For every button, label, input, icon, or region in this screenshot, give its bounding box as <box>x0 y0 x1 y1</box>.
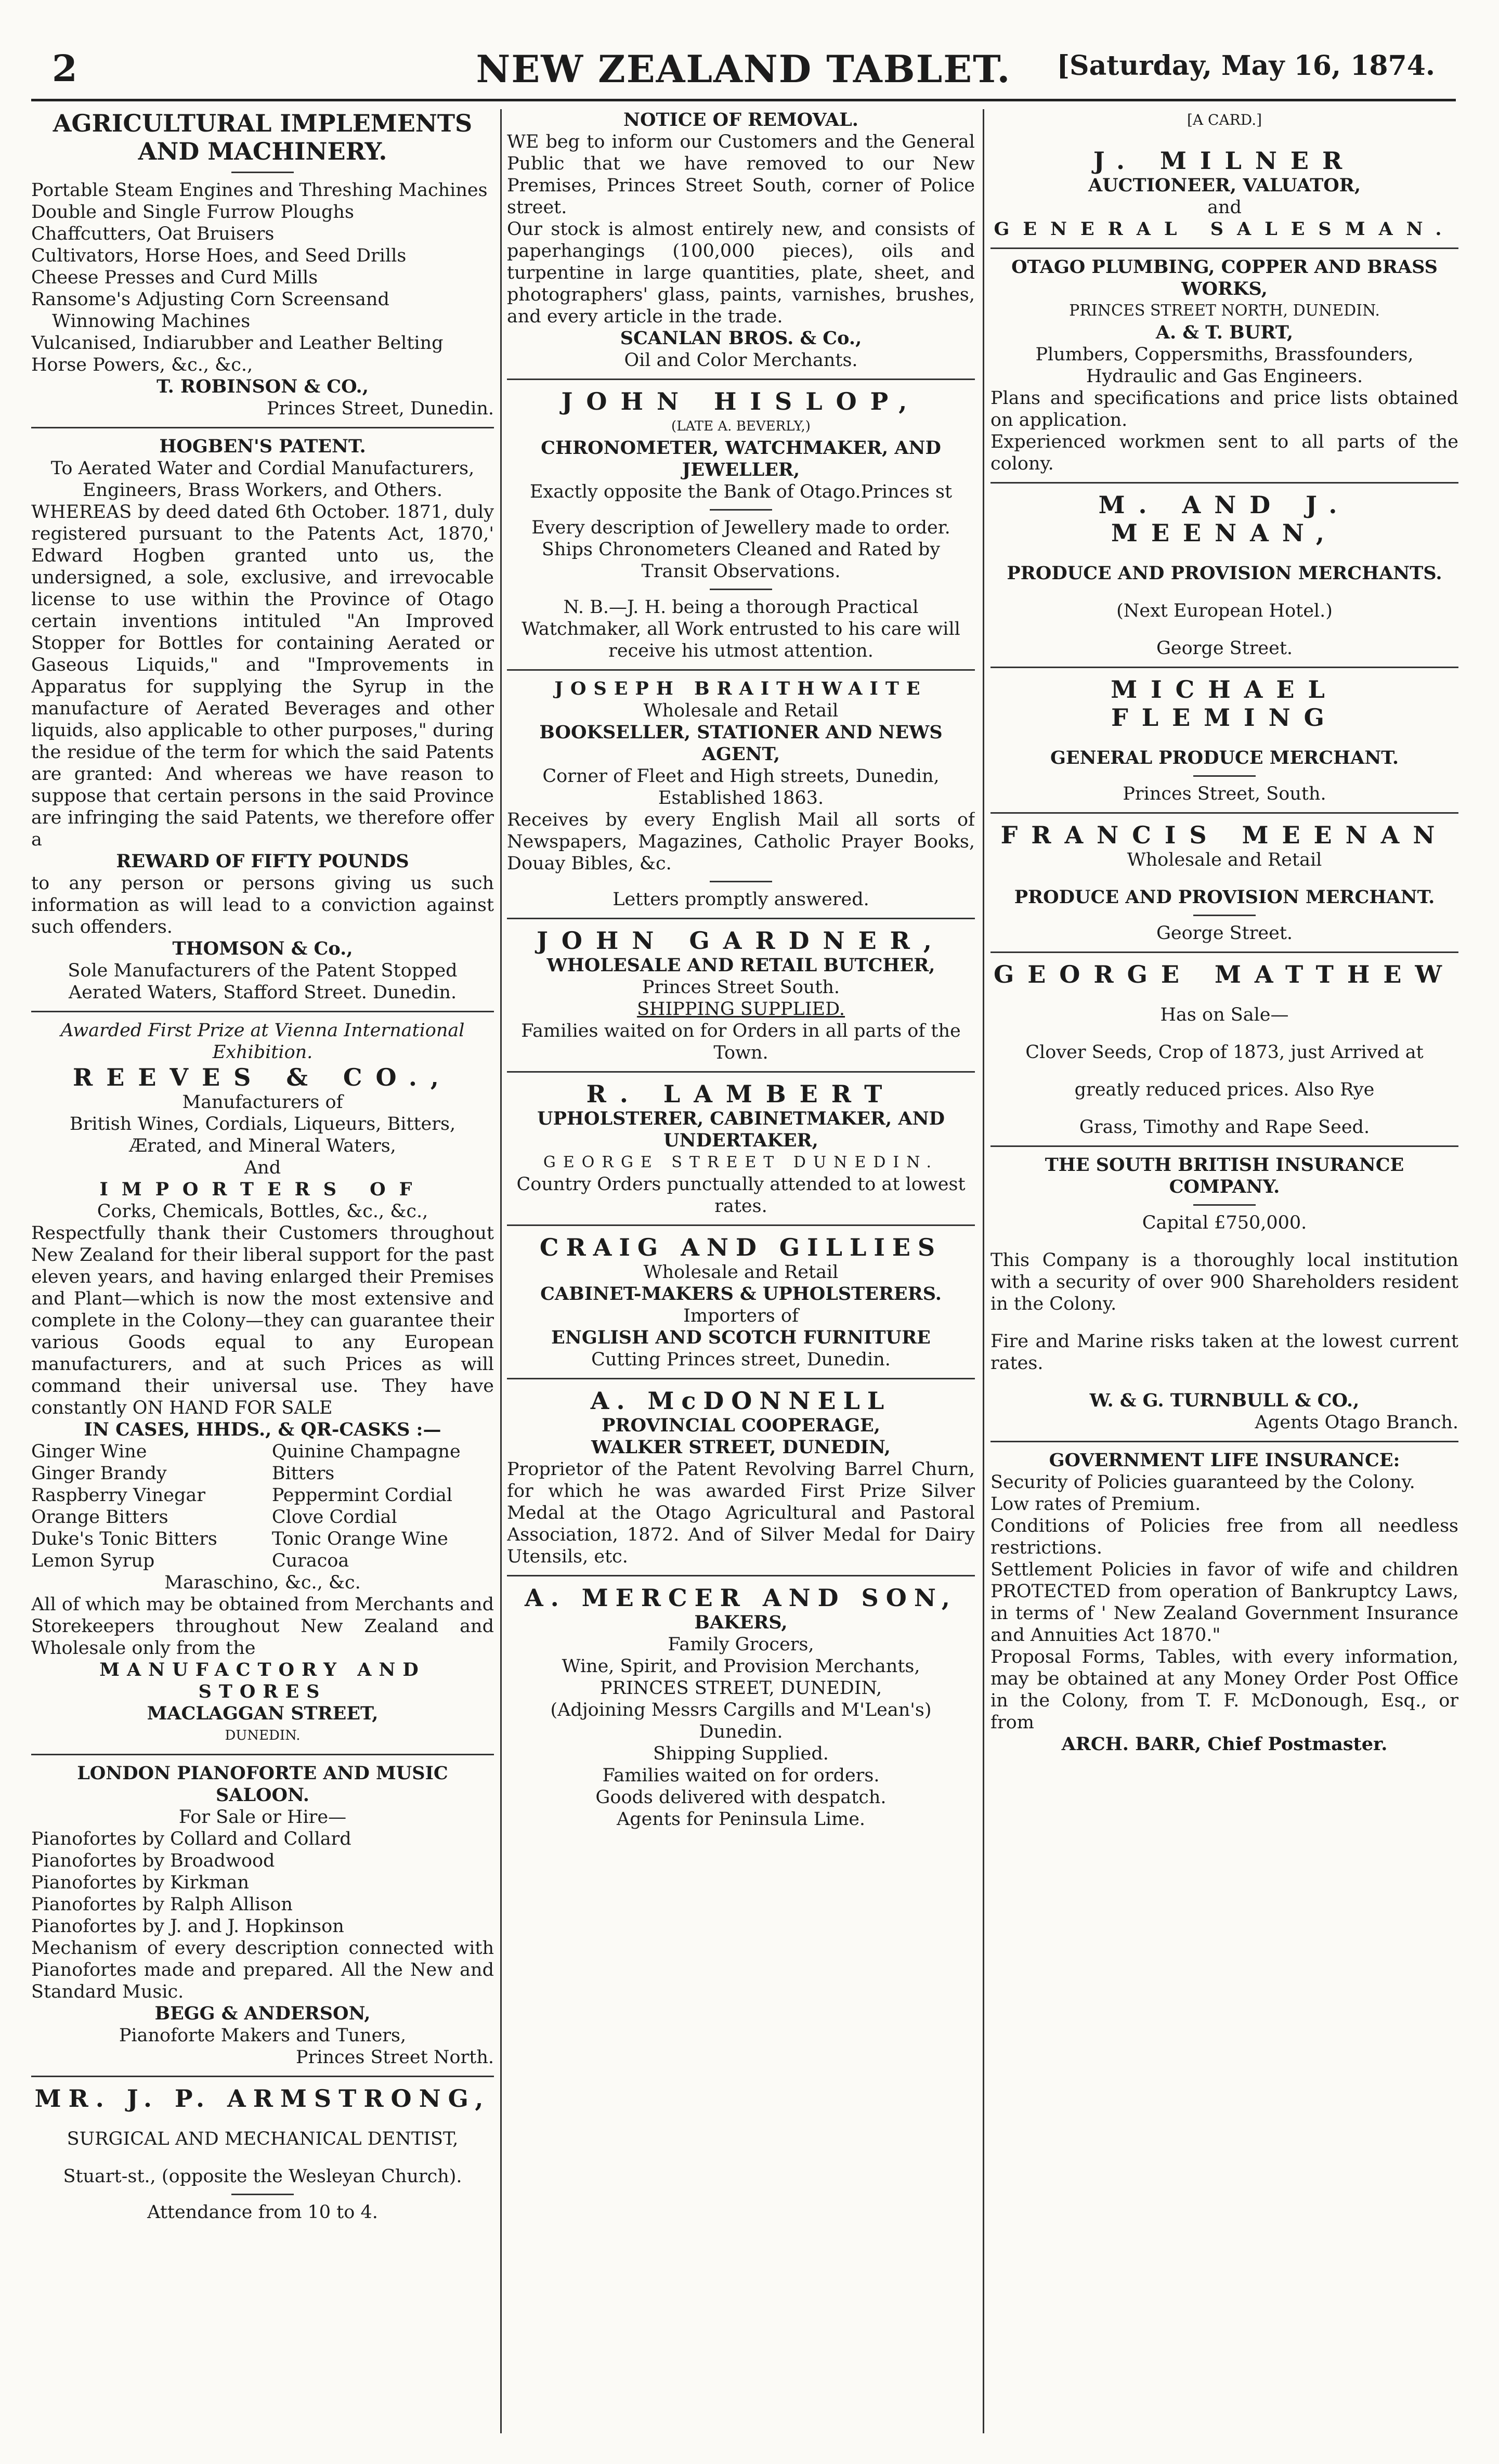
ad-body: Mechanism of every description connected with Pianofortes made and prepared. All the New and Standard Music. <box>31 1938 494 2002</box>
ad-line: Families waited on for orders. <box>602 1765 880 1786</box>
firm-name: T. ROBINSON & CO., <box>157 376 369 397</box>
ad-body: WHEREAS by deed dated 6th October. 1871, duly registered pursuant to the Patents Act, 1870,' Edward Hogben granted unto us, the undersigned, a sole, exclusive, and irrevocable license to use within the Province of Otago certain inventions intituled "An Improved Stopper for Bottles for containing Aerated or Gaseous Liquids," and "Improvements in Apparatus for supplying the Syrup in the manufacture of Aerated Beverages and other liquids, also applicable to other purposes," during the residue of the term for which the said Patents are granted: And whereas we have reason to suppose that certain persons in the said Province are infringing the said Patents, we therefore offer a <box>31 502 494 850</box>
separator <box>507 1071 975 1073</box>
firm-name: JOHN HISLOP, <box>561 387 921 415</box>
ad-mcdonnell <box>507 1387 975 1568</box>
list-item: Portable Steam Engines and Threshing Machines <box>31 180 488 201</box>
ad-body: Proprietor of the Patent Revolving Barrel Churn, for which he was awarded First Prize Silver Medal at the Otago Agricultural and Pastoral Association, 1872. And of Silver Medal for Dairy Utensils, etc. <box>507 1459 975 1567</box>
ad-line: Dunedin. <box>699 1722 783 1742</box>
column-rule-2 <box>983 109 984 2433</box>
list-item: Cheese Presses and Curd Mills <box>31 267 318 288</box>
stock-row <box>31 1528 494 1550</box>
divider <box>710 881 772 882</box>
firm-note: (LATE A. BEVERLY,) <box>671 419 811 434</box>
firm-name: A. MERCER AND SON, <box>525 1584 957 1612</box>
street: MACLAGGAN STREET, <box>147 1703 379 1724</box>
firm-trade: CHRONOMETER, WATCHMAKER, AND JEWELLER, <box>541 437 941 480</box>
list-item: Double and Single Furrow Ploughs <box>31 202 354 223</box>
firm-trade: GENERAL PRODUCE MERCHANT. <box>1050 747 1399 768</box>
issue-date: [Saturday, May 16, 1874. <box>1057 50 1435 82</box>
ad-line: Clover Seeds, Crop of 1873, just Arrived at <box>1025 1042 1424 1063</box>
ad-body: Plans and specifications and price lists obtained on application. <box>990 388 1458 431</box>
firm-trade: BOOKSELLER, STATIONER AND NEWS AGENT, <box>539 722 943 765</box>
firm-trade: WHOLESALE AND RETAIL BUTCHER, <box>546 955 935 976</box>
firm-name: BEGG & ANDERSON, <box>154 2003 371 2024</box>
firm-name: THOMSON & Co., <box>172 938 353 959</box>
ad-line: Goods delivered with despatch. <box>595 1787 887 1808</box>
ad-title: AGRICULTURAL IMPLEMENTS AND MACHINERY. <box>53 109 473 165</box>
ad-craig-and-gillies <box>507 1233 975 1371</box>
ad-subtitle: For Sale or Hire— <box>178 1807 347 1828</box>
ad-michael-fleming <box>990 675 1458 805</box>
divider <box>1193 1204 1256 1206</box>
ad-heading: ENGLISH AND SCOTCH FURNITURE <box>551 1327 931 1348</box>
divider <box>231 172 294 173</box>
ad-body: Letters promptly answered. <box>612 889 869 910</box>
ad-footer: Sole Manufacturers of the Patent Stopped Aerated Waters, Stafford Street. Dunedin. <box>68 960 458 1003</box>
firm-trade: CABINET-MAKERS & UPHOLSTERERS. <box>540 1283 942 1305</box>
separator <box>990 812 1458 814</box>
firm-name: J. MILNER <box>1093 147 1356 175</box>
stock-item: Raspberry Vinegar <box>31 1485 205 1506</box>
ad-body: Our stock is almost entirely new, and consists of paperhangings (100,000 pieces), oils and turpentine in large quantities, plate, sheet, and photographers' glass, paints, varnishes, brushes, and every article in the trade. <box>507 219 975 327</box>
ad-line: Grass, Timothy and Rape Seed. <box>1079 1117 1370 1138</box>
stock-item: Curacoa <box>271 1550 349 1571</box>
ad-line: PRINCES STREET, DUNEDIN, <box>599 1678 882 1699</box>
firm-trade: SURGICAL AND MECHANICAL DENTIST, <box>67 2129 459 2149</box>
firm-name: MICHAEL FLEMING <box>1111 675 1338 732</box>
separator <box>507 379 975 380</box>
separator <box>990 482 1458 484</box>
ad-line: (Adjoining Messrs Cargills and M'Lean's) <box>550 1700 932 1720</box>
divider <box>1193 775 1256 777</box>
list-item: Cultivators, Horse Hoes, and Seed Drills <box>31 245 407 266</box>
firm-name: CRAIG AND GILLIES <box>539 1233 943 1261</box>
ad-south-british-insurance <box>990 1154 1458 1433</box>
stock-item: Bitters <box>271 1463 335 1484</box>
firm-trade: BAKERS, <box>694 1612 788 1633</box>
list-item: Pianofortes by Broadwood <box>31 1850 275 1871</box>
ad-r-lambert <box>507 1080 975 1217</box>
stock-item: Duke's Tonic Bitters <box>31 1529 217 1549</box>
ad-mercer-and-son <box>507 1584 975 1830</box>
ad-body: Experienced workmen sent to all parts of the colony. <box>990 432 1458 474</box>
firm-trade: Oil and Color Merchants. <box>624 350 858 371</box>
ad-line: and <box>1207 197 1242 218</box>
ad-agricultural-implements <box>31 109 494 420</box>
firm-name: JOSEPH BRAITHWAITE <box>554 678 928 699</box>
ad-george-matthew <box>990 960 1458 1138</box>
ad-body: Fire and Marine risks taken at the lowest current rates. <box>990 1331 1458 1374</box>
firm-name: MR. J. P. ARMSTRONG, <box>34 2084 491 2113</box>
firm-trade: PRODUCE AND PROVISION MERCHANTS. <box>1007 563 1442 584</box>
ad-body: N. B.—J. H. being a thorough Practical Watchmaker, all Work entrusted to his care will receive his utmost attention. <box>522 597 960 661</box>
masthead-rule <box>31 99 1456 101</box>
column-2 <box>507 109 975 2433</box>
ad-title: HOGBEN'S PATENT. <box>159 436 366 457</box>
firm-name: SCANLAN BROS. & Co., <box>620 328 862 349</box>
separator <box>31 427 494 428</box>
separator <box>31 1754 494 1755</box>
firm-name: W. & G. TURNBULL & CO., <box>1089 1390 1360 1411</box>
established: Established 1863. <box>658 788 824 809</box>
list-item: Vulcanised, Indiarubber and Leather Belting <box>31 333 444 354</box>
firm-name: JOHN GARDNER, <box>537 927 945 955</box>
list-item: Pianofortes by Ralph Allison <box>31 1894 293 1915</box>
ad-otago-plumbing <box>990 256 1458 475</box>
ad-john-hislop <box>507 387 975 662</box>
stock-item: Peppermint Cordial <box>271 1485 453 1506</box>
separator <box>31 2076 494 2077</box>
town: DUNEDIN. <box>225 1728 301 1743</box>
ad-title: NOTICE OF REMOVAL. <box>623 109 858 131</box>
ad-body: Security of Policies guaranteed by the Colony. <box>990 1472 1415 1493</box>
separator <box>31 1011 494 1012</box>
list-item: Chaffcutters, Oat Bruisers <box>31 224 275 244</box>
ad-line: Wine, Spirit, and Provision Merchants, <box>562 1656 920 1677</box>
ad-francis-meenan <box>990 821 1458 944</box>
separator <box>507 1575 975 1576</box>
ad-body: Low rates of Premium. <box>990 1494 1201 1515</box>
separator <box>507 669 975 671</box>
address: WALKER STREET, DUNEDIN, <box>591 1437 891 1458</box>
ad-heading: IMPORTERS OF <box>99 1179 426 1200</box>
ad-body: This Company is a thoroughly local institution with a security of over 900 Shareholders resident in the Colony. <box>990 1250 1458 1314</box>
firm-name: GEORGE MATTHEW <box>993 960 1456 988</box>
stock-item: Lemon Syrup <box>31 1550 155 1571</box>
stock-item: Orange Bitters <box>31 1507 168 1528</box>
address: GEORGE STREET DUNEDIN. <box>543 1153 939 1171</box>
address: PRINCES STREET NORTH, DUNEDIN. <box>1069 302 1380 320</box>
firm-name: M. AND J. MEENAN, <box>1098 491 1351 547</box>
ad-subtitle: Importers of <box>683 1306 799 1326</box>
list-item: Pianofortes by Collard and Collard <box>31 1829 351 1849</box>
ad-body: WE beg to inform our Customers and the General Public that we have removed to our New Premises, Princes Street South, corner of Police street. <box>507 132 975 218</box>
list-item: Pianofortes by J. and J. Hopkinson <box>31 1916 344 1937</box>
separator <box>990 1145 1458 1147</box>
ad-body: Settlement Policies in favor of wife and children PROTECTED from operation of Bankruptcy Laws, in terms of ' New Zealand Government Insurance and Annuities Act 1870." <box>990 1559 1458 1646</box>
firm-trade: GENERAL SALESMAN. <box>994 218 1455 240</box>
ad-heading: MANUFACTORY AND STORES <box>99 1659 426 1702</box>
ad-body: to any person or persons giving us such information as will lead to a conviction against such offenders. <box>31 873 494 937</box>
ad-title: THE SOUTH BRITISH INSURANCE COMPANY. <box>1045 1154 1404 1197</box>
firm-name: FRANCIS MEENAN <box>1000 821 1449 849</box>
location: (Next European Hotel.) <box>1116 601 1333 621</box>
card-tag: [A CARD.] <box>1187 111 1262 128</box>
ad-subtitle: Wholesale and Retail <box>1127 850 1322 870</box>
firm-trade: PROVINCIAL COOPERAGE, <box>602 1415 880 1436</box>
firm-name: A. & T. BURT, <box>1155 322 1294 343</box>
stock-item: Ginger Brandy <box>31 1463 167 1484</box>
ad-government-life-insurance <box>990 1450 1458 1755</box>
ad-armstrong <box>31 2084 494 2223</box>
stock-row <box>31 1506 494 1528</box>
separator <box>990 247 1458 249</box>
separator <box>990 1441 1458 1442</box>
address: Stuart-st., (opposite the Wesleyan Church). <box>63 2166 462 2187</box>
address: Corner of Fleet and High streets, Dunedin, <box>542 766 940 787</box>
stock-item: Ginger Wine <box>31 1441 147 1462</box>
separator <box>507 918 975 919</box>
ad-reeves <box>31 1020 494 1746</box>
firm-trade: Agents Otago Branch. <box>1255 1412 1458 1433</box>
divider <box>1193 915 1256 916</box>
stock-row <box>31 1484 494 1506</box>
stock-item: Quinine Champagne <box>271 1441 461 1462</box>
stock-item: Tonic Orange Wine <box>271 1529 448 1549</box>
address: George Street. <box>1156 923 1293 944</box>
column-3 <box>990 109 1458 2433</box>
firm-trade: PRODUCE AND PROVISION MERCHANT. <box>1014 886 1435 908</box>
firm-name: ARCH. BARR, Chief Postmaster. <box>1061 1733 1388 1755</box>
firm-name: R. LAMBERT <box>586 1080 896 1108</box>
stock-row <box>31 1441 494 1463</box>
separator <box>507 1224 975 1226</box>
ad-subtitle: To Aerated Water and Cordial Manufacturers, Engineers, Brass Workers, and Others. <box>50 458 475 501</box>
reward-line: REWARD OF FIFTY POUNDS <box>116 851 409 872</box>
separator <box>990 667 1458 668</box>
divider <box>710 589 772 590</box>
stock-item: Maraschino, &c., &c. <box>164 1572 361 1593</box>
list-item: Ransome's Adjusting Corn Screensand Winnowing Machines <box>31 289 389 332</box>
separator <box>990 951 1458 953</box>
ad-london-pianoforte <box>31 1763 494 2068</box>
ad-body: All of which may be obtained from Merchants and Storekeepers throughout New Zealand and Wholesale only from the <box>31 1594 494 1659</box>
ad-line: Shipping Supplied. <box>653 1743 829 1764</box>
award-line: Awarded First Prize at Vienna International Exhibition. <box>60 1020 465 1063</box>
ad-body: Country Orders punctually attended to at lowest rates. <box>516 1174 966 1217</box>
ad-heading: IN CASES, HHDS., & QR-CASKS :— <box>84 1419 441 1440</box>
stock-item: Clove Cordial <box>271 1507 397 1528</box>
ad-body: Respectfully thank their Customers throughout New Zealand for their liberal support for the past eleven years, and having enlarged their Premises and Plant—which is now the most extensive and complete in the Colony—they can guarantee their various Goods equal to any European manufacturers, and at such Prices as will command their universal use. They have constantly ON HAND FOR SALE <box>31 1223 494 1418</box>
ad-subtitle: Has on Sale— <box>1160 1005 1289 1025</box>
ad-j-milner <box>990 109 1458 240</box>
divider <box>231 2194 294 2195</box>
ad-body: Every description of Jewellery made to order. Ships Chronometers Cleaned and Rated by Transit Observations. <box>531 517 950 582</box>
ad-title: LONDON PIANOFORTE AND MUSIC SALOON. <box>77 1763 448 1806</box>
divider <box>710 509 772 511</box>
ad-body: British Wines, Cordials, Liqueurs, Bitters, Ærated, and Mineral Waters, <box>69 1114 456 1156</box>
address: Exactly opposite the Bank of Otago.Princes st <box>529 481 953 502</box>
list-item: Horse Powers, &c., &c., <box>31 355 253 375</box>
ad-john-gardner <box>507 927 975 1064</box>
ad-subtitle: Wholesale and Retail <box>643 1262 839 1283</box>
ad-body: And <box>244 1157 281 1178</box>
ad-heading: SHIPPING SUPPLIED. <box>636 999 845 1020</box>
firm-trade: Plumbers, Coppersmiths, Brassfounders, Hydraulic and Gas Engineers. <box>1035 344 1414 387</box>
address: Princes Street, South. <box>1123 784 1326 804</box>
column-rule-1 <box>500 109 502 2433</box>
ad-line: greatly reduced prices. Also Rye <box>1074 1079 1375 1100</box>
list-item: Pianofortes by Kirkman <box>31 1872 250 1893</box>
address: George Street. <box>1156 638 1293 659</box>
stock-row <box>31 1550 494 1572</box>
ad-line: Family Grocers, <box>668 1634 814 1655</box>
ad-title: GOVERNMENT LIFE INSURANCE: <box>1049 1450 1400 1471</box>
address: Princes Street, Dunedin. <box>266 398 494 419</box>
ad-meenan <box>990 491 1458 659</box>
ad-notice-of-removal <box>507 109 975 371</box>
firm-name: REEVES & CO., <box>73 1063 452 1091</box>
address: Princes Street South. <box>642 977 840 998</box>
ad-body: Proposal Forms, Tables, with every information, may be obtained at any Money Order Post Office in the Colony, from T. F. McDonough, Esq., or from <box>990 1647 1458 1733</box>
hours: Attendance from 10 to 4. <box>147 2202 378 2223</box>
ad-hogbens-patent <box>31 436 494 1003</box>
ad-body: Corks, Chemicals, Bottles, &c., &c., <box>97 1201 428 1222</box>
stock-row <box>31 1463 494 1484</box>
page-number: 2 <box>52 47 77 90</box>
ad-joseph-braithwaite <box>507 678 975 910</box>
ad-body: Families waited on for Orders in all parts of the Town. <box>521 1021 961 1063</box>
ad-body: Receives by every English Mail all sorts of Newspapers, Magazines, Catholic Prayer Books, Douay Bibles, &c. <box>507 810 975 874</box>
ad-line: Agents for Peninsula Lime. <box>616 1809 866 1830</box>
ad-title: OTAGO PLUMBING, COPPER AND BRASS WORKS, <box>1011 256 1438 299</box>
ad-subtitle: Wholesale and Retail <box>643 700 839 721</box>
address: Princes Street North. <box>296 2047 494 2068</box>
separator <box>507 1378 975 1379</box>
capital: Capital £750,000. <box>1142 1213 1307 1233</box>
firm-trade: UPHOLSTERER, CABINETMAKER, AND UNDERTAKER, <box>537 1108 945 1151</box>
firm-trade: AUCTIONEER, VALUATOR, <box>1088 175 1361 196</box>
ad-subtitle: Manufacturers of <box>182 1092 343 1113</box>
newspaper-title: NEW ZEALAND TABLET. <box>476 47 1011 91</box>
address: Cutting Princes street, Dunedin. <box>591 1349 891 1370</box>
firm-name: A. McDONNELL <box>590 1387 892 1415</box>
column-1 <box>31 109 494 2433</box>
firm-trade: Pianoforte Makers and Tuners, <box>119 2025 407 2046</box>
ad-body: Conditions of Policies free from all needless restrictions. <box>990 1516 1458 1558</box>
